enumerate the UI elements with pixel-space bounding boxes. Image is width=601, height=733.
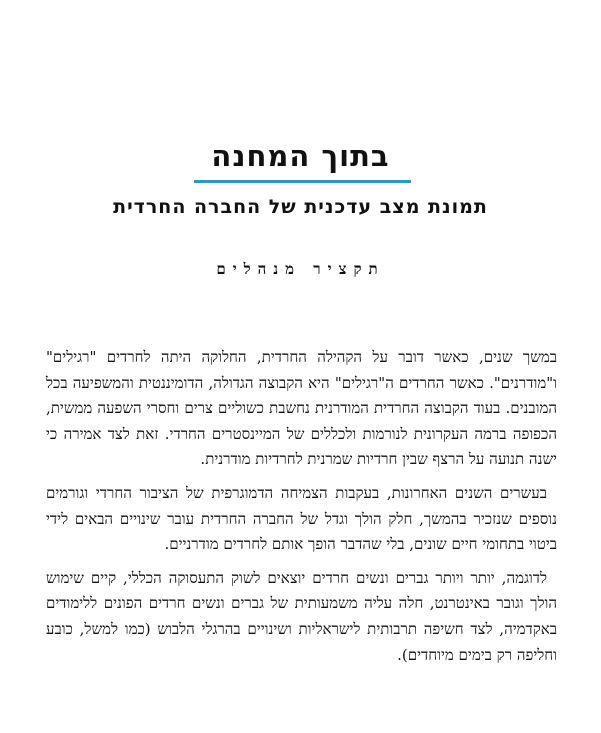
page-subtitle: תמונת מצב עדכנית של החברה החרדית	[113, 196, 488, 218]
paragraph: בעשרים השנים האחרונות, בעקבות הצמיחה הדמוגרפית של הציבור החרדי וגורמים נוספים שנזכיר בהמשך, חלק הולך וגדל של החברה החרדית עובר שינויים הבאים לידי ביטוי בתחומי חיים שונים, בלי שהדבר הופך אותם לחרדים מודרניים.	[46, 483, 557, 554]
paragraph: לדוגמה, יותר ויותר גברים ונשים חרדים יוצאים לשוק התעסוקה הכללי, קיים שימוש הולך וגובר באינטרנט, חלה עליה משמעותית של גברים ונשים חרדים הפונים ללימודים באקדמיה, לצד חשיפה תרבותית לישראליות ושינויים בהרגלי הלבוש (כמו למשל, כובע וחליפה רק בימים מיוחדים).	[46, 568, 557, 664]
title-underline	[194, 180, 411, 183]
paragraph: במשך שנים, כאשר דובר על הקהילה החרדית, החלוקה היתה לחרדים "רגילים" ו"מודרנים". כאשר החרדים ה"רגילים" היא הקבוצה הגדולה, הדומיננטית והמשפיעה בכל המובנים. בעוד הקבוצה החרדית המודרנית נחשבת כשוליים צרים וחסרי השפעה ממשית, הכפופה ברמה העקרונית לנורמות ולכללים של המיינסטרים החרדי. זאת לצד אמירה כי ישנה תנועה על הרצף שבין חרדיות שמרנית לחרדיות מודרנית.	[46, 348, 557, 469]
page-title: בתוך המחנה	[211, 139, 390, 173]
body-text	[46, 345, 557, 676]
summary-heading: תקציר מנהלים	[216, 260, 385, 278]
